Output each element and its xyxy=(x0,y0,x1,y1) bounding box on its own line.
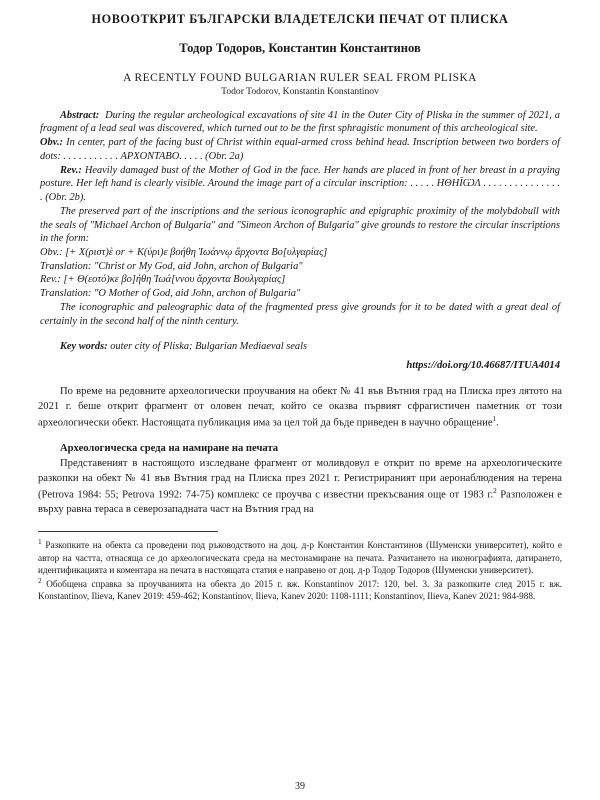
keywords-value: outer city of Pliska; Bulgarian Mediaeval seals xyxy=(110,341,308,353)
abstract-section xyxy=(40,109,560,329)
keywords-section xyxy=(40,341,560,352)
body-paragraph-2-end: Разположен е върху равна тераса в северозападната част на Вътния град на xyxy=(38,489,562,515)
authors-english: Todor Todorov, Konstantin Konstantinov xyxy=(221,85,379,97)
reverse-text: Heavily damaged bust of the Mother of God in the face. Her hands are placed in front of her breast in a praying posture. Her left hand is clearly visible. Around the image part of a circular inscription: . . . . . ΗΘΗΪѠΛ . . . . . . . . . . . . . . . . (Obr. 2b). xyxy=(40,164,560,204)
body-paragraph-1-text: По време на редовните археологически проучвания на обект № 41 във Вътния град на Плиска през лятото на 2021 г. беше открит фрагмент от оловен печат, който се оказва първият сфрагистичен паметник от този археологически обект. Настоящата публикация има за цел той да бъде приведен в научно обращение xyxy=(38,386,562,429)
reverse-label: Rev.: xyxy=(60,164,82,176)
doi-link[interactable]: https://doi.org/10.46687/ITUA4014 xyxy=(406,360,560,372)
footnote-2-text: Обобщена справка за проучванията на обекта до 2015 г. вж. Konstantinov 2017: 120, bel. 3. За разкопките след 2015 г. вж. Konstantinov, Ilieva, Kanev 2019: 459-462; Konstantinov, Ilieva, Kanev 2020: 1108-1111; Konstantinov, Ilieva, Kanev 2021: 984-988. xyxy=(38,578,562,602)
footnotes-section xyxy=(38,537,562,602)
page-title: НОВООТКРИТ БЪЛГАРСКИ ВЛАДЕТЕЛСКИ ПЕЧАТ ОТ ПЛИСКА xyxy=(91,12,509,26)
body-paragraph-1-end: . xyxy=(496,417,499,429)
footnote-1-text: Разкопките на обекта са проведени под ръководството на доц. д-р Константин Константинов (Шуменски университет), който е автор на частта, отнасяща се до археологическата среда на местонамиране на печата. Разчитането на иконографията, датирането, идентификацията и коментара на печата в настоящата статия е направено от доц. д-р Тодор Тодоров (Шуменски университет). xyxy=(38,540,562,575)
abstract-paragraph-obverse xyxy=(40,136,560,163)
body-section xyxy=(38,385,562,517)
abstract-paragraph-4: The preserved part of the inscriptions and the serious iconographic and epigraphic proximity of the molybdobull with the seals of "Michael Archon of Bulgaria" and "Simeon Archon of Bulgaria" give grounds to restore the circular inscriptions in the form: xyxy=(40,205,560,245)
abstract-paragraph-5: The iconographic and paleographic data of the fragmented press give grounds for it to be dated with a great deal of certainly in the second half of the ninth century. xyxy=(40,301,560,327)
inscription-reverse-translation: Translation: "O Mother of God, aid John, archon of Bulgaria" xyxy=(40,288,301,300)
authors-bulgarian: Тодор Тодоров, Константин Константинов xyxy=(179,40,421,55)
page-number: 39 xyxy=(295,781,305,792)
footnote-2 xyxy=(38,576,562,602)
footnote-separator xyxy=(38,531,218,532)
footnote-1 xyxy=(38,537,562,575)
body-paragraph-2 xyxy=(38,457,562,517)
body-paragraph-2-text: Представеният в настоящото изследване фрагмент от моливдовул е открит по време на археологическите разкопки на обект № 41 във Вътния град на Плиска през 2021 г. Регистрираният при аеронаблюдения на терена (Petrova 1984: 55; Petrova 1992: 74-75) комплекс се проучва с известни прекъсвания още от 1983 г. xyxy=(38,458,562,501)
body-paragraph-1 xyxy=(38,385,562,430)
footnote-2-number: 2 xyxy=(38,575,42,585)
footnote-ref-1[interactable]: 1 xyxy=(492,414,497,423)
abstract-text-1: During the regular archeological excavations of site 41 in the Outer City of Pliska in the summer of 2021, a fragment of a lead seal was discovered, which turned out to be the first sphragistic monument of this archeological site. xyxy=(40,109,560,135)
inscription-obverse: Obv.: [+ Χ(ριστ)ὲ or + Κ(ύρι)ε βοήθη Ἰωάννῳ ἄρχοντα Βο[υλγαρίας] xyxy=(40,246,328,258)
title-english: A RECENTLY FOUND BULGARIAN RULER SEAL FROM PLISKA xyxy=(123,71,477,84)
obverse-label: Obv.: xyxy=(40,137,63,149)
footnote-ref-2[interactable]: 2 xyxy=(493,486,497,495)
footnote-1-number: 1 xyxy=(38,537,42,547)
section-heading: Археологическа среда на намиране на печата xyxy=(60,442,279,454)
abstract-paragraph-reverse xyxy=(40,164,560,205)
abstract-label: Abstract: xyxy=(60,109,100,121)
obverse-text: In center, part of the facing bust of Christ within equal-armed cross behind head. Inscription between two borders of dots: . . . . . . . . . . . ΑΡΧΟΝΤΑΒΟ. . . . . (Obr. 2а) xyxy=(40,137,560,162)
inscription-reverse: Rev.: [+ Θ(εοτό)κε βο]ήθη Ἰωά[ννου ἄρχοντα Βουλγαρίας] xyxy=(40,274,286,286)
abstract-paragraph-1 xyxy=(40,109,560,136)
keywords-label: Key words: xyxy=(60,341,108,353)
inscription-obverse-translation: Translation: "Christ or My God, aid John, archon of Bulgaria" xyxy=(40,260,303,272)
